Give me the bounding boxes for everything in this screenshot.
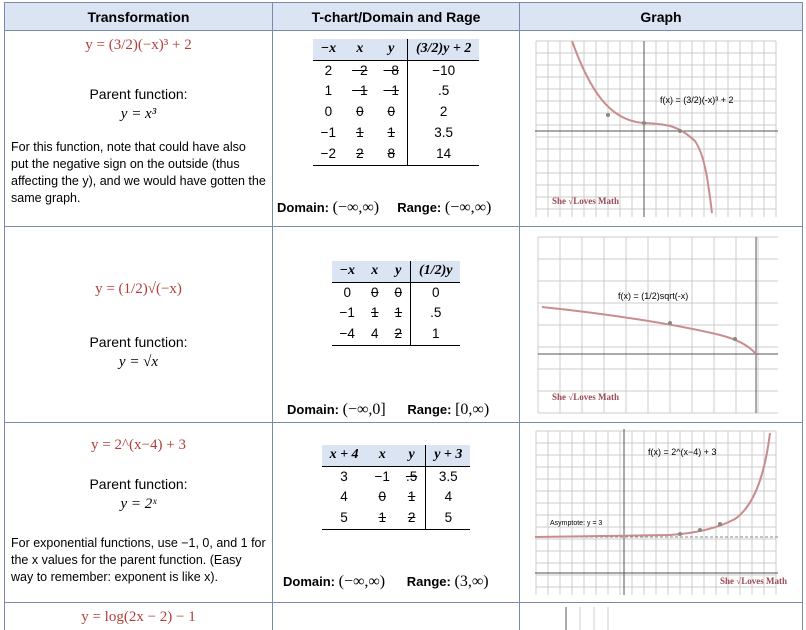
equation: y = (3/2)(−x)³ + 2 bbox=[85, 37, 192, 53]
header-tchart: T-chart/Domain and Rage bbox=[273, 3, 520, 31]
graph-cell bbox=[520, 227, 803, 423]
plot-point bbox=[642, 121, 646, 125]
range-value: [0,∞) bbox=[455, 401, 490, 418]
graph-cell bbox=[520, 423, 803, 603]
tchart-header: y bbox=[387, 261, 411, 282]
note-text: For this function, note that could have also put the negative sign on the outside (thus affecting the y), and we would have gotten the same graph. bbox=[11, 140, 266, 205]
tchart-cell-value: 2 bbox=[387, 324, 411, 345]
tchart-cell-value: −8 bbox=[376, 60, 408, 81]
t-chart bbox=[332, 261, 461, 346]
transformations-table bbox=[4, 2, 803, 630]
tchart-cell-value: 1 bbox=[387, 303, 411, 324]
domain-value: (−∞,∞) bbox=[332, 199, 380, 216]
equation: y = log(2x − 2) − 1 bbox=[81, 609, 196, 625]
tchart-cell-value: −1 bbox=[320, 125, 337, 140]
row-log bbox=[5, 603, 803, 630]
t-chart bbox=[322, 445, 471, 530]
tchart-cell-value: 0 bbox=[387, 282, 411, 303]
tchart-cell-value: .5 bbox=[438, 83, 450, 98]
equation: y = 2^(x−4) + 3 bbox=[91, 437, 186, 453]
parent-equation: y = √x bbox=[118, 354, 159, 370]
tchart-header: y bbox=[376, 39, 408, 60]
graph-exponential bbox=[520, 423, 801, 601]
header-row bbox=[5, 3, 803, 31]
tchart-cell-value: −10 bbox=[432, 62, 456, 78]
tchart-cell-value: 0 bbox=[431, 284, 440, 300]
tchart-cell-value: −1 bbox=[376, 81, 408, 102]
tchart-cell-value: 0 bbox=[324, 104, 333, 119]
domain-range bbox=[287, 401, 489, 419]
she-loves-math-logo: She √Loves Math bbox=[720, 576, 787, 586]
parent-equation: y = x³ bbox=[120, 106, 157, 122]
tchart-cell-value: 3.5 bbox=[434, 125, 454, 140]
tchart-cell-value: 2 bbox=[344, 144, 375, 165]
parent-label: Parent function: bbox=[89, 334, 188, 350]
plot-point bbox=[733, 337, 737, 341]
domain-label: Domain: bbox=[277, 200, 329, 215]
range-value: (3,∞) bbox=[454, 573, 489, 590]
tchart-cell-value: 2 bbox=[398, 508, 426, 529]
tchart-cell-value: 1 bbox=[324, 83, 333, 98]
tchart-cell-value: 4 bbox=[340, 489, 348, 504]
transformation-cell bbox=[5, 31, 273, 227]
curve-line bbox=[572, 41, 712, 213]
tchart-cell-value: 1 bbox=[371, 305, 379, 320]
range-label: Range: bbox=[407, 402, 452, 417]
tchart-header: x bbox=[367, 445, 398, 466]
transformation-cell bbox=[5, 227, 273, 423]
tchart-cell bbox=[273, 423, 520, 603]
tchart-cell-value: 1 bbox=[398, 487, 426, 508]
transformation-cell bbox=[5, 423, 273, 603]
row-cubic bbox=[5, 31, 803, 227]
tchart-cell bbox=[273, 227, 520, 423]
tchart-cell-value: 0 bbox=[376, 102, 408, 123]
tchart-cell bbox=[273, 31, 520, 227]
tchart-cell-value: 5 bbox=[426, 508, 471, 529]
graph-cell bbox=[520, 31, 803, 227]
she-loves-math-logo: She √Loves Math bbox=[552, 196, 619, 206]
plot-point bbox=[678, 532, 682, 536]
row-exponential bbox=[5, 423, 803, 603]
tchart-cell-value: 0 bbox=[371, 284, 379, 300]
tchart-header: x bbox=[363, 261, 387, 282]
domain-range bbox=[283, 573, 489, 591]
tchart-header: x bbox=[344, 39, 375, 60]
tchart-cell-value: 8 bbox=[376, 144, 408, 165]
tchart-cell-value: 0 bbox=[343, 284, 352, 300]
tchart-header: −x bbox=[332, 261, 363, 282]
plot-point bbox=[718, 522, 722, 526]
graph-label: f(x) = (3/2)(-x)³ + 2 bbox=[660, 95, 734, 105]
tchart-header: (1/2)y bbox=[411, 261, 461, 282]
domain-label: Domain: bbox=[283, 574, 335, 589]
tchart-cell-value: −2 bbox=[352, 62, 368, 78]
plot-point bbox=[698, 528, 702, 532]
tchart-header: (3/2)y + 2 bbox=[407, 39, 479, 60]
plot-point bbox=[678, 129, 682, 133]
tchart-cell-value: −1 bbox=[374, 468, 390, 484]
parent-label: Parent function: bbox=[89, 86, 188, 102]
plot-point bbox=[668, 321, 672, 325]
row-sqrt bbox=[5, 227, 803, 423]
header-transformation: Transformation bbox=[5, 3, 273, 31]
range-label: Range: bbox=[406, 574, 451, 589]
note-text: For exponential functions, use −1, 0, and 1 for the x values for the parent function. (Easy way to remember: exponent is like x). bbox=[11, 536, 266, 584]
graph-label: f(x) = (1/2)sqrt(-x) bbox=[618, 291, 689, 301]
tchart-cell-value: 14 bbox=[407, 144, 479, 165]
tchart-cell-value: 5 bbox=[322, 508, 367, 529]
tchart-cell-value: 1 bbox=[411, 324, 461, 345]
domain-range bbox=[277, 199, 491, 217]
graph-cell bbox=[520, 603, 803, 630]
tchart-cell-value: −1 bbox=[339, 305, 355, 320]
domain-value: (−∞,∞) bbox=[338, 573, 386, 590]
tchart-cell-value: 0 bbox=[356, 104, 364, 119]
parent-equation: y = 2ˣ bbox=[120, 496, 157, 512]
tchart-header: x + 4 bbox=[322, 445, 367, 466]
transformation-cell bbox=[5, 603, 273, 630]
tchart-cell-value: 1 bbox=[356, 125, 364, 140]
tchart-cell-value: 4 bbox=[444, 489, 453, 504]
tchart-cell-value: 2 bbox=[439, 104, 448, 119]
tchart-cell-value: 3.5 bbox=[438, 468, 458, 484]
tchart-cell-value: 2 bbox=[324, 62, 333, 78]
she-loves-math-logo: She √Loves Math bbox=[552, 392, 619, 402]
tchart-header: y + 3 bbox=[426, 445, 471, 466]
tchart-cell-value: .5 bbox=[430, 305, 442, 320]
range-value: (−∞,∞) bbox=[444, 199, 492, 216]
tchart-cell-value: 0 bbox=[378, 489, 386, 504]
tchart-cell-value: −1 bbox=[352, 83, 368, 98]
tchart-cell-value: −2 bbox=[313, 144, 344, 165]
tchart-cell-value: .5 bbox=[398, 466, 426, 487]
graph-log bbox=[520, 603, 801, 630]
t-chart bbox=[313, 39, 480, 166]
equation: y = (1/2)√(−x) bbox=[95, 281, 182, 297]
tchart-header: y bbox=[398, 445, 426, 466]
header-graph: Graph bbox=[520, 3, 803, 31]
range-label: Range: bbox=[397, 200, 442, 215]
asymptote-label: Asymptote: y = 3 bbox=[550, 520, 603, 527]
tchart-cell-value: 1 bbox=[376, 123, 408, 144]
tchart-cell-value: 3 bbox=[340, 468, 348, 484]
tchart-cell-value: 4 bbox=[363, 324, 387, 345]
domain-label: Domain: bbox=[287, 402, 339, 417]
tchart-cell-value: 1 bbox=[367, 508, 398, 529]
tchart-cell bbox=[273, 603, 520, 630]
domain-value: (−∞,0] bbox=[342, 401, 386, 418]
graph-label: f(x) = 2^(x−4) + 3 bbox=[648, 447, 717, 457]
parent-label: Parent function: bbox=[89, 476, 188, 492]
plot-point bbox=[606, 113, 610, 117]
tchart-header: −x bbox=[313, 39, 344, 60]
tchart-cell-value: −4 bbox=[332, 324, 363, 345]
